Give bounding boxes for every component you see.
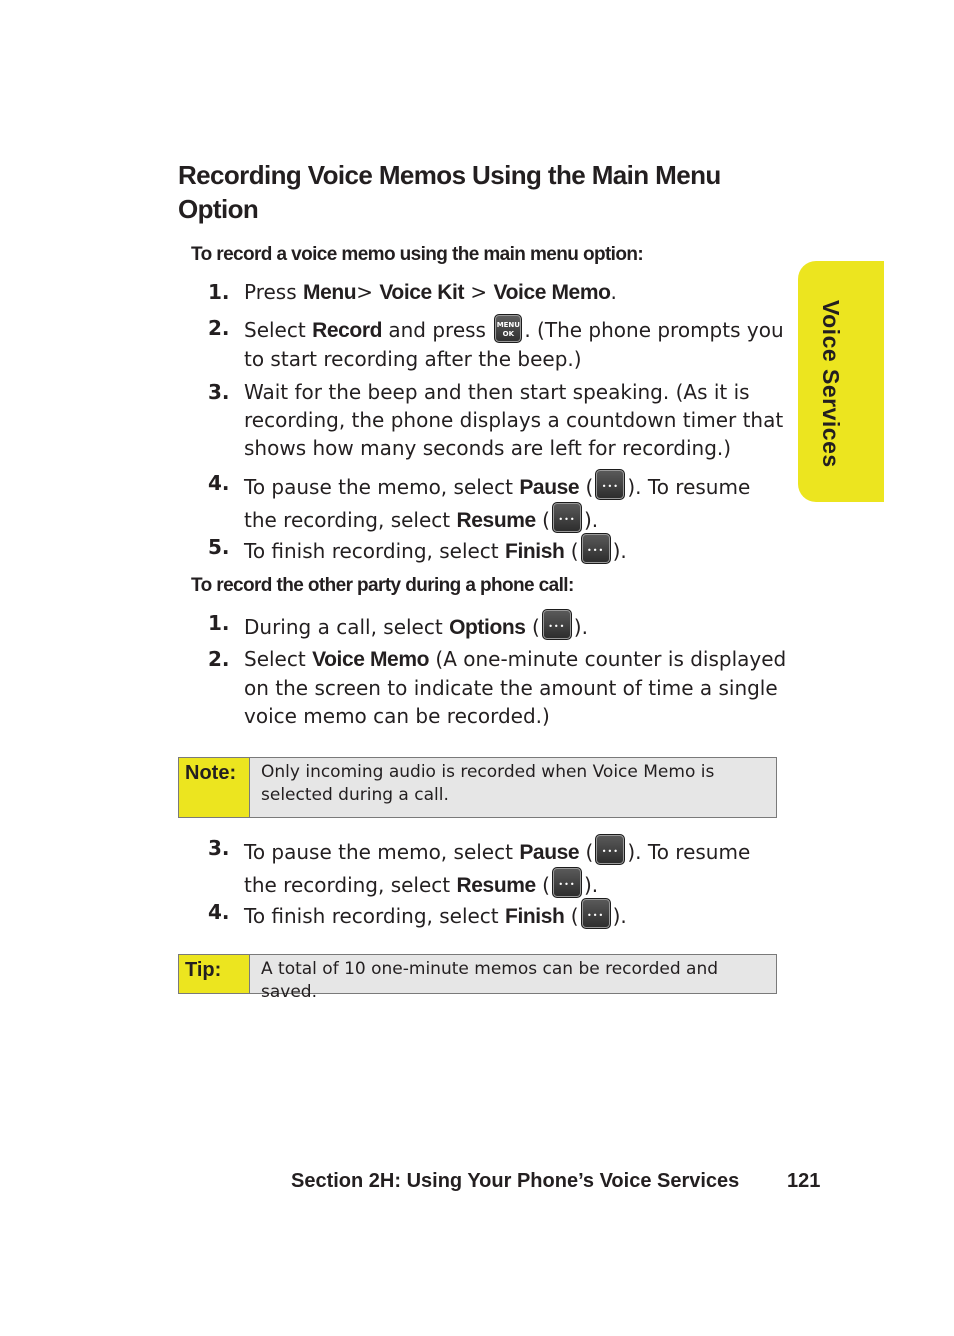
page-number: 121: [787, 1170, 821, 1192]
softkey-icon: [595, 469, 625, 500]
step-number: 5.: [208, 535, 230, 559]
step-text: To pause the memo, select Pause (••• ). To resume the recording, select Resume (••• ).: [244, 469, 789, 535]
step-number: 3.: [208, 380, 230, 404]
page-title: Recording Voice Memos Using the Main Menu Option: [178, 160, 721, 224]
tip-text: A total of 10 one-minute memos can be recorded and saved.: [250, 955, 776, 993]
step-text: Select Voice Memo (A one-minute counter is displayed on the screen to indicate the amount of time a single voice memo can be recorded.): [244, 647, 787, 728]
side-tab-label: Voice Services: [818, 300, 844, 468]
step-number: 2.: [208, 316, 230, 340]
side-tab-label-wrap: [818, 300, 844, 468]
step-text: To finish recording, select Finish (••• ).: [244, 533, 789, 566]
step-number: 1.: [208, 611, 230, 635]
tip-callout: [178, 954, 777, 1002]
step-text: Wait for the beep and then start speaking. (As it is recording, the phone displays a countdown timer that shows how many seconds are left for recording.): [244, 380, 784, 460]
step-number: 4.: [208, 471, 230, 495]
softkey-icon: [552, 867, 582, 898]
step-text: During a call, select Options (••• ).: [244, 609, 789, 642]
step-text: Press Menu> Voice Kit > Voice Memo.: [244, 280, 617, 304]
softkey-icon: [581, 533, 611, 564]
step-text: To pause the memo, select Pause (••• ). To resume the recording, select Resume (••• ).: [244, 834, 789, 900]
softkey-icon: [581, 898, 611, 929]
step-text: Select Record and press MENU OK . (The phone prompts you to start recording after the beep.): [244, 314, 789, 373]
softkey-icon: [595, 834, 625, 865]
softkey-icon: [542, 609, 572, 640]
section2-heading: To record the other party during a phone call:: [191, 575, 574, 596]
footer-section-title: Section 2H: Using Your Phone’s Voice Services: [291, 1170, 740, 1192]
note-text: Only incoming audio is recorded when Voice Memo is selected during a call.: [250, 758, 776, 817]
note-label: Note:: [179, 758, 250, 817]
softkey-icon: [552, 502, 582, 533]
step-number: 4.: [208, 900, 230, 924]
step-number: 1.: [208, 280, 230, 304]
section1-heading: To record a voice memo using the main menu option:: [191, 244, 644, 265]
note-callout: [178, 757, 777, 818]
menu-ok-key-icon: MENU OK: [494, 314, 522, 343]
tip-label: Tip:: [179, 955, 250, 993]
step-number: 2.: [208, 647, 230, 671]
step-number: 3.: [208, 836, 230, 860]
step-text: To finish recording, select Finish (••• ).: [244, 898, 789, 931]
